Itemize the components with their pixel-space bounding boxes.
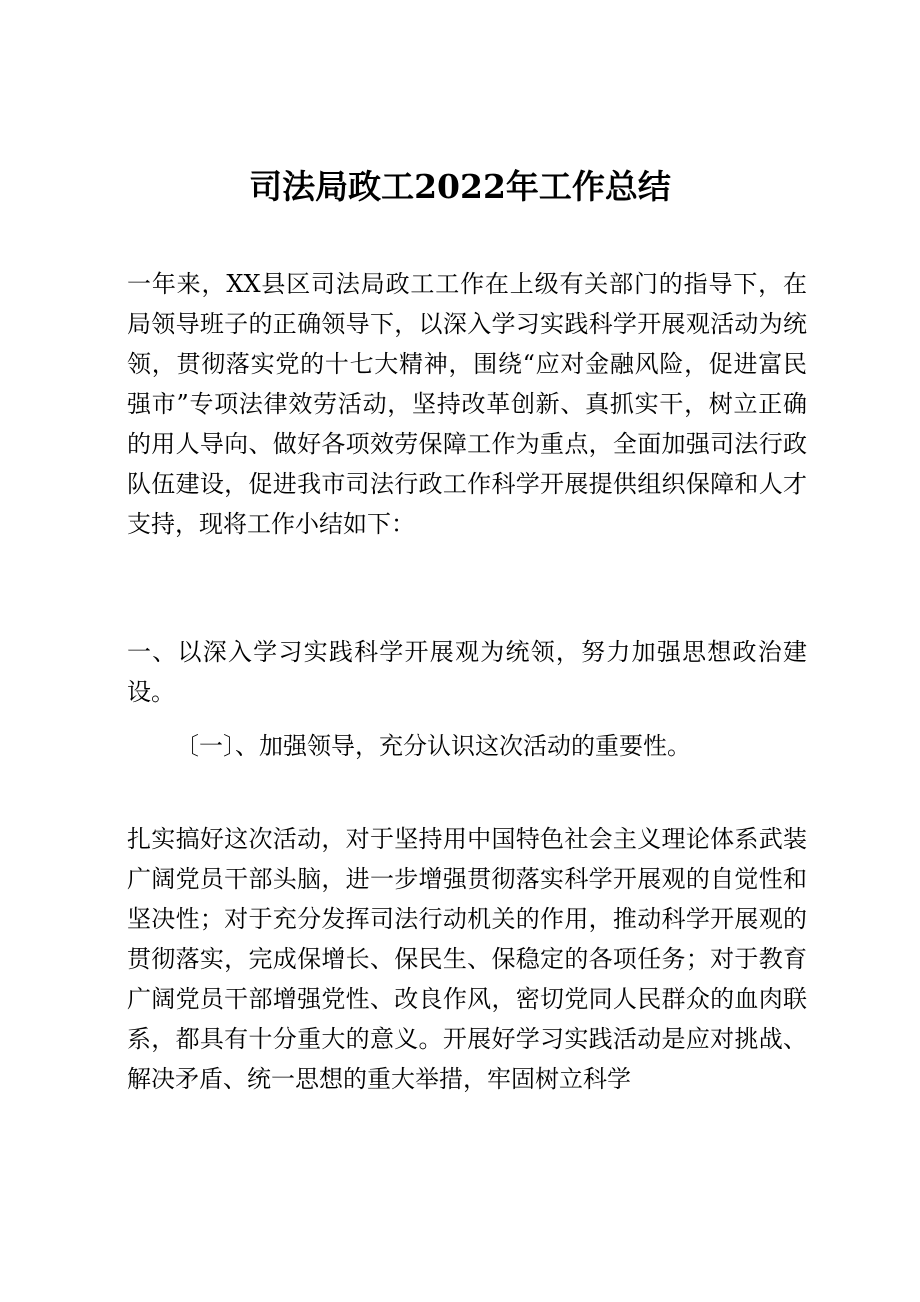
- body-paragraph: 扎实搞好这次活动，对于坚持用中国特色社会主义理论体系武装广阔党员干部头脑，进一步增强贯彻落实科学开展观的自觉性和坚决性；对于充分发挥司法行动机关的作用，推动科学开展观的贯彻落实，完成保增长、保民生、保稳定的各项任务；对于教育广阔党员干部增强党性、改良作风，密切党同人民群众的血肉联系，都具有十分重大的意义。开展好学习实践活动是应对挑战、解决矛盾、统一思想的重大举措，牢固树立科学: [127, 825, 807, 1093]
- document-title: 司法局政工2022年工作总结: [249, 167, 671, 206]
- section-heading-1: 一、以深入学习实践科学开展观为统领，努力加强思想政治建设。: [127, 638, 807, 706]
- subsection-heading-1: 〔一〕、加强领导，充分认识这次活动的重要性。: [175, 732, 691, 760]
- intro-paragraph: 一年来，XX县区司法局政工工作在上级有关部门的指导下，在局领导班子的正确领导下，以深入学习实践科学开展观活动为统领，贯彻落实党的十七大精神，围绕“应对金融风险，促进富民强市”专项法律效劳活动，坚持改革创新、真抓实干，树立正确的用人导向、做好各项效劳保障工作为重点，全面加强司法行政队伍建设，促进我市司法行政工作科学开展提供组织保障和人才支持，现将工作小结如下：: [127, 270, 807, 538]
